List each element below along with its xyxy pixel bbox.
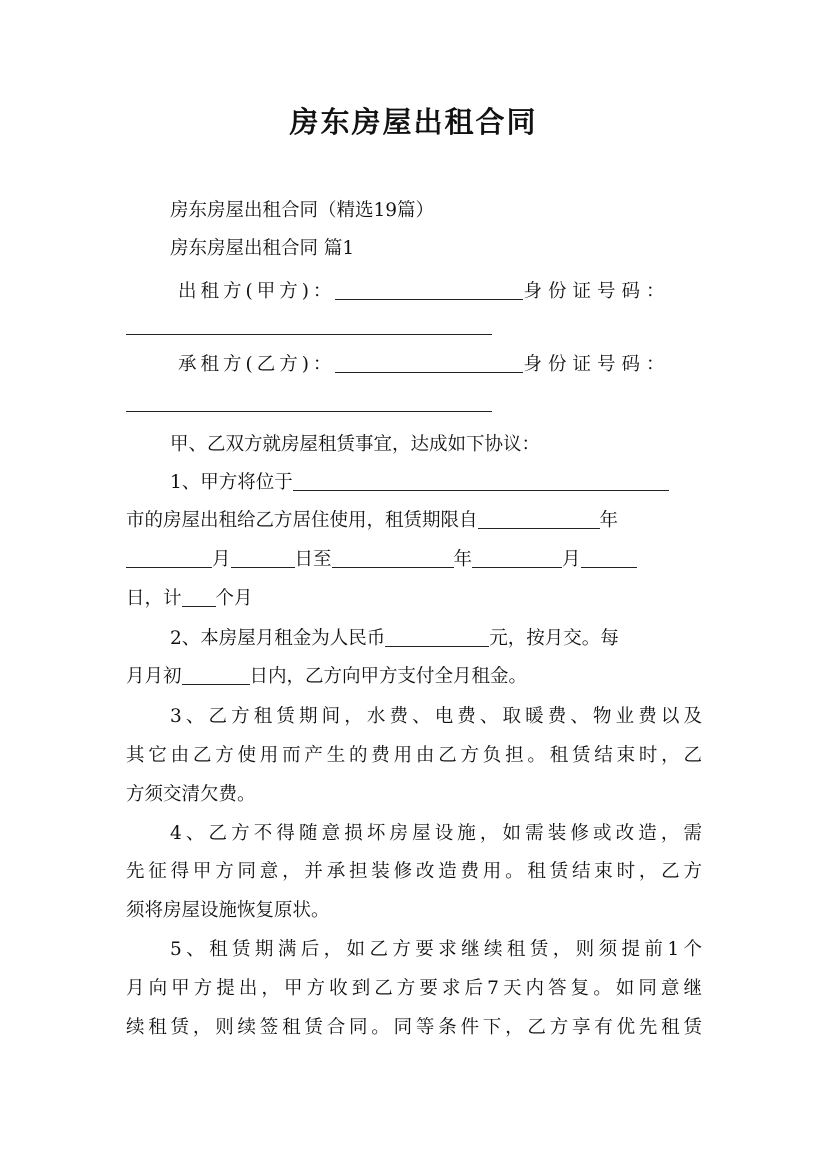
lessee-name-blank	[335, 354, 523, 373]
intro-text: 甲、乙双方就房屋租赁事宜，达成如下协议：	[170, 434, 541, 455]
clause-1-line-4	[126, 586, 702, 612]
clause-1-end-month-label: 月	[562, 549, 581, 570]
clause-1-line-3	[126, 547, 702, 573]
lessee-line	[178, 352, 702, 378]
document-title: 房东房屋出租合同	[289, 105, 538, 139]
lessor-id-blank	[126, 334, 492, 335]
clause-5-line-1: 5、租赁期满后，如乙方要求继续租赁，则须提前1个	[170, 939, 702, 960]
lessor-id-label: 身份证号码：	[523, 281, 671, 302]
lessee-id-blank	[126, 411, 492, 412]
lessor-label: 出租方(甲方)：	[178, 281, 336, 302]
clause-4-line-3: 须将房屋设施恢复原状。	[126, 900, 330, 921]
lessee-id-label: 身份证号码：	[523, 354, 671, 375]
address-blank	[293, 472, 669, 491]
clause-1-year-label: 年	[599, 510, 619, 531]
clause-3-line-2: 其它由乙方使用而产生的费用由乙方负担。租赁结束时，乙	[126, 745, 702, 766]
subtitle: 房东房屋出租合同（精选19篇）	[170, 200, 435, 221]
clause-2-text-d: 日内，乙方向甲方支付全月租金。	[249, 666, 528, 687]
clause-4-line-2: 先征得甲方同意，并承担装修改造费用。租赁结束时，乙方	[126, 861, 702, 882]
end-day-blank	[581, 549, 637, 568]
clause-1-line-1	[170, 470, 702, 496]
clause-3-line-3: 方须交清欠费。	[126, 784, 256, 805]
payment-day-blank	[182, 666, 250, 685]
clause-5-line-2: 月向甲方提出，甲方收到乙方要求后7天内答复。如同意继	[126, 978, 702, 999]
clause-2-line-2	[126, 664, 702, 690]
lessee-label: 承租方(乙方)：	[178, 354, 336, 375]
clause-1-text-a: 1、甲方将位于	[170, 472, 293, 493]
end-year-blank	[332, 549, 454, 568]
rent-amount-blank	[385, 628, 489, 647]
clause-2-text-b: 元，按月交。每	[489, 628, 619, 649]
clause-3-line-1: 3、乙方租赁期间，水费、电费、取暖费、物业费以及	[170, 706, 702, 727]
start-day-blank	[231, 549, 295, 568]
lessor-name-blank	[335, 281, 523, 300]
clause-1-months-label: 个月	[215, 588, 253, 609]
clause-1-text-b: 市的房屋出租给乙方居住使用，租赁期限自	[126, 510, 478, 531]
clause-1-month-label: 月	[212, 549, 231, 570]
clause-1-end-year-label: 年	[453, 549, 473, 570]
clause-4-line-1: 4、乙方不得随意损坏房屋设施，如需装修或改造，需	[170, 823, 702, 844]
clause-2-line-1	[170, 626, 702, 652]
start-year-blank	[478, 510, 600, 529]
chapter-heading: 房东房屋出租合同 篇1	[170, 238, 355, 259]
clause-1-line-2	[126, 508, 702, 534]
clause-1-day-to-label: 日至	[294, 549, 332, 570]
clause-1-total-label: 日，计	[126, 588, 182, 609]
clause-5-line-3: 续租赁，则续签租赁合同。同等条件下，乙方享有优先租赁	[126, 1017, 702, 1038]
clause-2-text-a: 2、本房屋月租金为人民币	[170, 628, 386, 649]
clause-2-text-c: 月月初	[126, 666, 182, 687]
end-month-blank	[472, 549, 562, 568]
months-count-blank	[182, 588, 216, 607]
lessor-line	[178, 279, 702, 305]
start-month-blank	[126, 549, 212, 568]
